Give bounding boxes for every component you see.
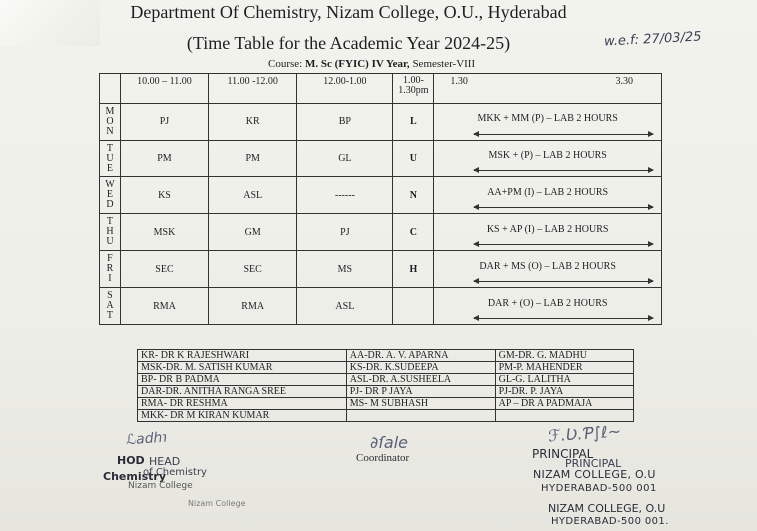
hod-college: Nizam College: [128, 481, 193, 491]
hod-stamp-dept: of Chemistry: [143, 467, 207, 478]
lunch-cell: N: [393, 177, 434, 214]
principal-signature-icon: ℱ.Ʋ.Ƥ∫ℓ~: [547, 421, 622, 446]
faculty-row: [138, 410, 634, 422]
faculty-cell: [346, 410, 495, 422]
day-cell: S A T: [100, 288, 121, 325]
lunch-cell: L: [393, 103, 434, 140]
lab-cell: [434, 140, 662, 177]
slot-cell: PM: [120, 140, 208, 177]
double-arrow-icon: [474, 207, 653, 208]
lunch-header: 1.00- 1.30pm: [393, 74, 434, 104]
faculty-row: [138, 398, 634, 410]
coordinator-signature-icon: ∂ſale: [370, 433, 408, 452]
lab-header: 1.30 3.30: [434, 74, 662, 104]
principal-stamp: PRINCIPAL: [565, 457, 622, 470]
faculty-cell: GL-G. LALITHA: [495, 374, 633, 386]
timetable-row: [100, 251, 662, 288]
double-arrow-icon: [474, 318, 653, 319]
slot-header: 11.00 -12.00: [209, 74, 297, 104]
faculty-cell: ASL-DR. A.SUSHEELA: [346, 374, 495, 386]
faculty-cell: AP – DR A PADMAJA: [495, 398, 633, 410]
slot-cell: SEC: [209, 251, 297, 288]
hod-signature-icon: ℒadh℩: [125, 429, 168, 449]
lunch-cell: C: [393, 214, 434, 251]
slot-cell: MSK: [120, 214, 208, 251]
faculty-cell: GM-DR. G. MADHU: [495, 350, 633, 362]
day-header: [100, 74, 121, 104]
slot-cell: GL: [297, 140, 393, 177]
day-cell: T H U: [100, 214, 121, 251]
document-subtitle: (Time Table for the Academic Year 2024-25): [186, 33, 511, 53]
course-line: Course: M. Sc (FYIC) IV Year, Semester-VIII: [268, 58, 476, 70]
hod-title: HOD: [117, 454, 145, 467]
faculty-cell: [495, 410, 633, 422]
slot-cell: KS: [120, 177, 208, 214]
wef-note: w.e.f: 27/03/25: [603, 29, 702, 50]
lab-cell: [434, 103, 662, 140]
faculty-cell: MS- M SUBHASH: [346, 398, 495, 410]
faculty-cell: AA-DR. A. V. APARNA: [346, 350, 495, 362]
faculty-row: [138, 374, 634, 386]
lab-cell: [434, 177, 662, 214]
faculty-legend: [137, 349, 634, 422]
lunch-cell: U: [393, 140, 434, 177]
hod-stamp: HEAD: [149, 455, 181, 468]
stamp-college: NIZAM COLLEGE, O.U: [548, 502, 666, 515]
lab-label: KS + AP (I) – LAB 2 HOURS: [486, 223, 609, 235]
day-cell: F R I: [100, 251, 121, 288]
timetable-row: [100, 288, 662, 325]
slot-cell: MS: [297, 251, 393, 288]
lab-cell: [434, 288, 662, 325]
college-name: NIZAM COLLEGE, O.U: [533, 468, 656, 481]
hod-stamp-bottom: Nizam College: [188, 499, 246, 508]
college-city: HYDERABAD-500 001: [541, 483, 657, 494]
timetable-header-row: [100, 74, 662, 104]
day-cell: W E D: [100, 177, 121, 214]
lunch-cell: [393, 288, 434, 325]
slot-cell: RMA: [209, 288, 297, 325]
slot-cell: KR: [209, 103, 297, 140]
day-cell: T U E: [100, 140, 121, 177]
faculty-cell: PJ-DR. P. JAYA: [495, 386, 633, 398]
faculty-row: [138, 350, 634, 362]
faculty-cell: BP- DR B PADMA: [138, 374, 347, 386]
day-cell: M O N: [100, 103, 121, 140]
hod-dept: Chemistry: [103, 470, 166, 483]
double-arrow-icon: [474, 244, 653, 245]
principal-label: PRINCIPAL: [532, 447, 594, 461]
lab-label: AA+PM (I) – LAB 2 HOURS: [487, 186, 609, 198]
coordinator-label: Coordinator: [356, 452, 410, 464]
slot-cell: ------: [297, 177, 393, 214]
slot-cell: PJ: [297, 214, 393, 251]
stamp-city: HYDERABAD-500 001.: [551, 516, 669, 527]
slot-cell: PJ: [120, 103, 208, 140]
slot-cell: PM: [209, 140, 297, 177]
slot-header: 12.00-1.00: [297, 74, 393, 104]
slot-cell: RMA: [120, 288, 208, 325]
lab-cell: [434, 251, 662, 288]
faculty-cell: KS-DR. K.SUDEEPA: [346, 362, 495, 374]
faculty-cell: RMA- DR RESHMA: [138, 398, 347, 410]
faculty-cell: PJ- DR P JAYA: [346, 386, 495, 398]
timetable-grid: [99, 73, 662, 325]
slot-header: 10.00 – 11.00: [120, 74, 208, 104]
faculty-cell: KR- DR K RAJESHWARI: [138, 350, 347, 362]
faculty-cell: PM-P. MAHENDER: [495, 362, 633, 374]
timetable-row: [100, 140, 662, 177]
slot-cell: ASL: [209, 177, 297, 214]
slot-cell: SEC: [120, 251, 208, 288]
timetable-row: [100, 103, 662, 140]
faculty-cell: MKK- DR M KIRAN KUMAR: [138, 410, 347, 422]
timetable-row: [100, 177, 662, 214]
slot-cell: BP: [297, 103, 393, 140]
slot-cell: GM: [209, 214, 297, 251]
double-arrow-icon: [474, 281, 653, 282]
faculty-row: [138, 362, 634, 374]
double-arrow-icon: [474, 170, 653, 171]
lab-label: DAR + MS (O) – LAB 2 HOURS: [479, 260, 616, 272]
faculty-cell: MSK-DR. M. SATISH KUMAR: [138, 362, 347, 374]
lab-label: DAR + (O) – LAB 2 HOURS: [487, 297, 608, 309]
faculty-cell: DAR-DR. ANITHA RANGA SREE: [138, 386, 347, 398]
document-title: Department Of Chemistry, Nizam College, O.U., Hyderabad: [130, 2, 567, 22]
slot-cell: ASL: [297, 288, 393, 325]
lab-cell: [434, 214, 662, 251]
lab-label: MSK + (P) – LAB 2 HOURS: [488, 150, 607, 162]
timetable-row: [100, 214, 662, 251]
lunch-cell: H: [393, 251, 434, 288]
double-arrow-icon: [474, 134, 653, 135]
lab-label: MKK + MM (P) – LAB 2 HOURS: [477, 113, 618, 125]
faculty-row: [138, 386, 634, 398]
